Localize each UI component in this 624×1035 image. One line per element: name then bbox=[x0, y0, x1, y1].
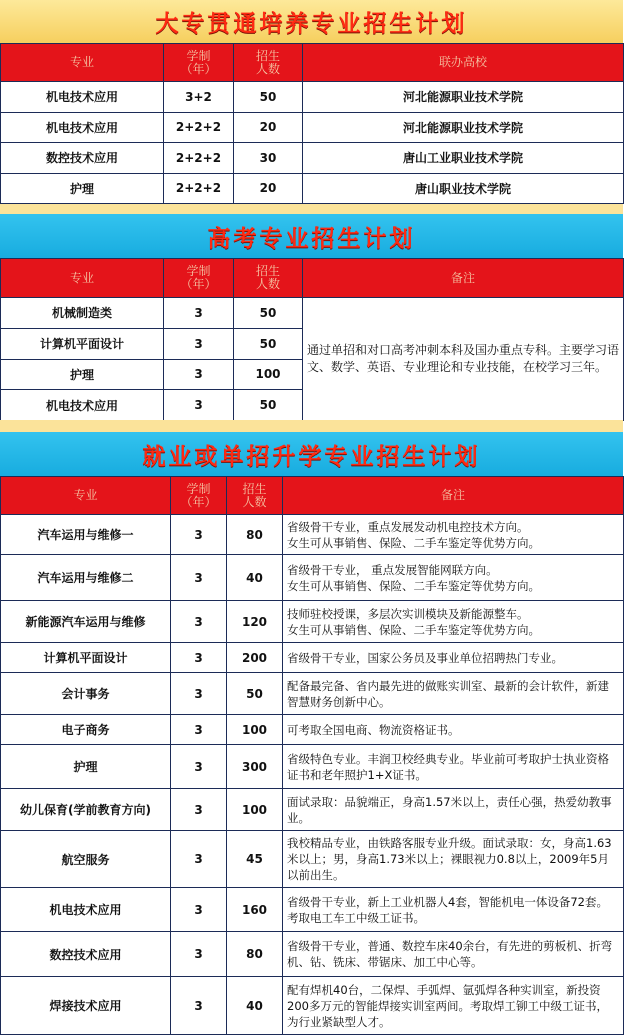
count-cell: 300 bbox=[227, 745, 283, 789]
note-cell: 省级骨干专业，重点发展发动机电控技术方向。 女生可从事销售、保险、二手车鉴定等优势方向。 bbox=[283, 515, 624, 555]
table-row bbox=[1, 515, 624, 555]
major-cell: 机电技术应用 bbox=[1, 82, 164, 113]
partner-cell: 唐山职业技术学院 bbox=[303, 173, 624, 204]
note-cell: 省级特色专业。丰润卫校经典专业。毕业前可考取护士执业资格证书和老年照护1+X证书。 bbox=[283, 745, 624, 789]
col-header-major: 专业 bbox=[1, 44, 164, 82]
table-row bbox=[1, 298, 624, 329]
table-row bbox=[1, 82, 624, 113]
years-cell: 3+2 bbox=[164, 82, 234, 113]
table-row bbox=[1, 143, 624, 174]
note-cell: 省级骨干专业，普通、数控车床40余台，有先进的剪板机、折弯机、钻、铣床、带锯床、加工中心等。 bbox=[283, 932, 624, 977]
table-row bbox=[1, 643, 624, 673]
count-cell: 120 bbox=[227, 601, 283, 643]
major-cell: 护理 bbox=[1, 359, 164, 390]
section2-table bbox=[0, 258, 624, 421]
partner-cell: 河北能源职业技术学院 bbox=[303, 82, 624, 113]
col-header-count: 招生 人数 bbox=[234, 259, 303, 298]
count-cell: 50 bbox=[234, 82, 303, 113]
major-cell: 幼儿保育(学前教育方向) bbox=[1, 789, 171, 831]
major-cell: 机电技术应用 bbox=[1, 390, 164, 421]
table-row bbox=[1, 745, 624, 789]
note-cell: 可考取全国电商、物流资格证书。 bbox=[283, 715, 624, 745]
years-cell: 3 bbox=[164, 390, 234, 421]
note-cell: 省级骨干专业，国家公务员及事业单位招聘热门专业。 bbox=[283, 643, 624, 673]
major-cell: 航空服务 bbox=[1, 831, 171, 888]
years-cell: 3 bbox=[171, 673, 227, 715]
count-cell: 50 bbox=[227, 673, 283, 715]
count-cell: 80 bbox=[227, 515, 283, 555]
section2-title: 高考专业招生计划 bbox=[0, 214, 623, 258]
col-header-count: 招生 人数 bbox=[234, 44, 303, 82]
major-cell: 机电技术应用 bbox=[1, 888, 171, 932]
count-cell: 160 bbox=[227, 888, 283, 932]
table-row bbox=[1, 977, 624, 1035]
table-row bbox=[1, 888, 624, 932]
years-cell: 3 bbox=[171, 932, 227, 977]
count-cell: 80 bbox=[227, 932, 283, 977]
count-cell: 50 bbox=[234, 390, 303, 421]
count-cell: 20 bbox=[234, 112, 303, 143]
col-header-note: 备注 bbox=[283, 477, 624, 515]
count-cell: 20 bbox=[234, 173, 303, 204]
count-cell: 30 bbox=[234, 143, 303, 174]
count-cell: 40 bbox=[227, 555, 283, 601]
col-header-years: 学制 （年） bbox=[164, 259, 234, 298]
section-divider bbox=[0, 420, 623, 432]
years-cell: 3 bbox=[171, 643, 227, 673]
table-row bbox=[1, 789, 624, 831]
note-cell: 面试录取：品貌端正，身高1.57米以上，责任心强，热爱幼教事业。 bbox=[283, 789, 624, 831]
major-cell: 护理 bbox=[1, 173, 164, 204]
note-cell: 技师驻校授课，多层次实训模块及新能源整车。 女生可从事销售、保险、二手车鉴定等优势方向。 bbox=[283, 601, 624, 643]
table-row bbox=[1, 831, 624, 888]
section1-table bbox=[0, 43, 624, 204]
count-cell: 200 bbox=[227, 643, 283, 673]
col-header-years: 学制 （年） bbox=[164, 44, 234, 82]
major-cell: 机电技术应用 bbox=[1, 112, 164, 143]
years-cell: 2+2+2 bbox=[164, 112, 234, 143]
note-cell: 我校精品专业，由铁路客服专业升级。面试录取：女，身高1.63米以上；男，身高1.73米以上；裸眼视力0.8以上，2009年5月以前出生。 bbox=[283, 831, 624, 888]
major-cell: 数控技术应用 bbox=[1, 143, 164, 174]
years-cell: 3 bbox=[171, 789, 227, 831]
years-cell: 3 bbox=[171, 977, 227, 1035]
major-cell: 新能源汽车运用与维修 bbox=[1, 601, 171, 643]
table-row bbox=[1, 932, 624, 977]
years-cell: 3 bbox=[164, 298, 234, 329]
major-cell: 计算机平面设计 bbox=[1, 643, 171, 673]
years-cell: 2+2+2 bbox=[164, 143, 234, 174]
years-cell: 3 bbox=[164, 328, 234, 359]
major-cell: 护理 bbox=[1, 745, 171, 789]
section1-title: 大专贯通培养专业招生计划 bbox=[0, 0, 623, 43]
table-row bbox=[1, 555, 624, 601]
note-cell: 省级骨干专业，新上工业机器人4套，智能机电一体设备72套。考取电工车工中级工证书。 bbox=[283, 888, 624, 932]
section3-title: 就业或单招升学专业招生计划 bbox=[0, 432, 623, 476]
count-cell: 50 bbox=[234, 298, 303, 329]
note-cell: 通过单招和对口高考冲刺本科及国办重点专科。主要学习语文、数学、英语、专业理论和专业技能，在校学习三年。 bbox=[303, 298, 624, 421]
table-header-row bbox=[1, 44, 624, 82]
table-row bbox=[1, 673, 624, 715]
major-cell: 汽车运用与维修一 bbox=[1, 515, 171, 555]
years-cell: 3 bbox=[171, 601, 227, 643]
col-header-count: 招生 人数 bbox=[227, 477, 283, 515]
section3-table bbox=[0, 476, 624, 1035]
count-cell: 100 bbox=[227, 789, 283, 831]
col-header-partner: 联办高校 bbox=[303, 44, 624, 82]
major-cell: 计算机平面设计 bbox=[1, 328, 164, 359]
table-header-row bbox=[1, 477, 624, 515]
years-cell: 3 bbox=[171, 555, 227, 601]
note-cell: 省级骨干专业， 重点发展智能网联方向。 女生可从事销售、保险、二手车鉴定等优势方向。 bbox=[283, 555, 624, 601]
table-row bbox=[1, 715, 624, 745]
years-cell: 3 bbox=[171, 715, 227, 745]
major-cell: 会计事务 bbox=[1, 673, 171, 715]
years-cell: 3 bbox=[164, 359, 234, 390]
major-cell: 机械制造类 bbox=[1, 298, 164, 329]
section-divider bbox=[0, 204, 623, 214]
partner-cell: 河北能源职业技术学院 bbox=[303, 112, 624, 143]
count-cell: 100 bbox=[227, 715, 283, 745]
major-cell: 焊接技术应用 bbox=[1, 977, 171, 1035]
years-cell: 3 bbox=[171, 515, 227, 555]
col-header-note: 备注 bbox=[303, 259, 624, 298]
table-row bbox=[1, 601, 624, 643]
note-cell: 配有焊机40台，二保焊、手弧焊、氩弧焊各种实训室，新投资200多万元的智能焊接实训室两间。考取焊工铆工中级工证书，为行业紧缺型人才。 bbox=[283, 977, 624, 1035]
col-header-major: 专业 bbox=[1, 477, 171, 515]
years-cell: 2+2+2 bbox=[164, 173, 234, 204]
major-cell: 汽车运用与维修二 bbox=[1, 555, 171, 601]
table-header-row bbox=[1, 259, 624, 298]
note-cell: 配备最完备、省内最先进的做账实训室、最新的会计软件，新建智慧财务创新中心。 bbox=[283, 673, 624, 715]
table-row bbox=[1, 112, 624, 143]
count-cell: 45 bbox=[227, 831, 283, 888]
col-header-major: 专业 bbox=[1, 259, 164, 298]
count-cell: 100 bbox=[234, 359, 303, 390]
years-cell: 3 bbox=[171, 745, 227, 789]
years-cell: 3 bbox=[171, 888, 227, 932]
table-row bbox=[1, 173, 624, 204]
major-cell: 数控技术应用 bbox=[1, 932, 171, 977]
col-header-years: 学制 （年） bbox=[171, 477, 227, 515]
partner-cell: 唐山工业职业技术学院 bbox=[303, 143, 624, 174]
years-cell: 3 bbox=[171, 831, 227, 888]
major-cell: 电子商务 bbox=[1, 715, 171, 745]
count-cell: 40 bbox=[227, 977, 283, 1035]
count-cell: 50 bbox=[234, 328, 303, 359]
